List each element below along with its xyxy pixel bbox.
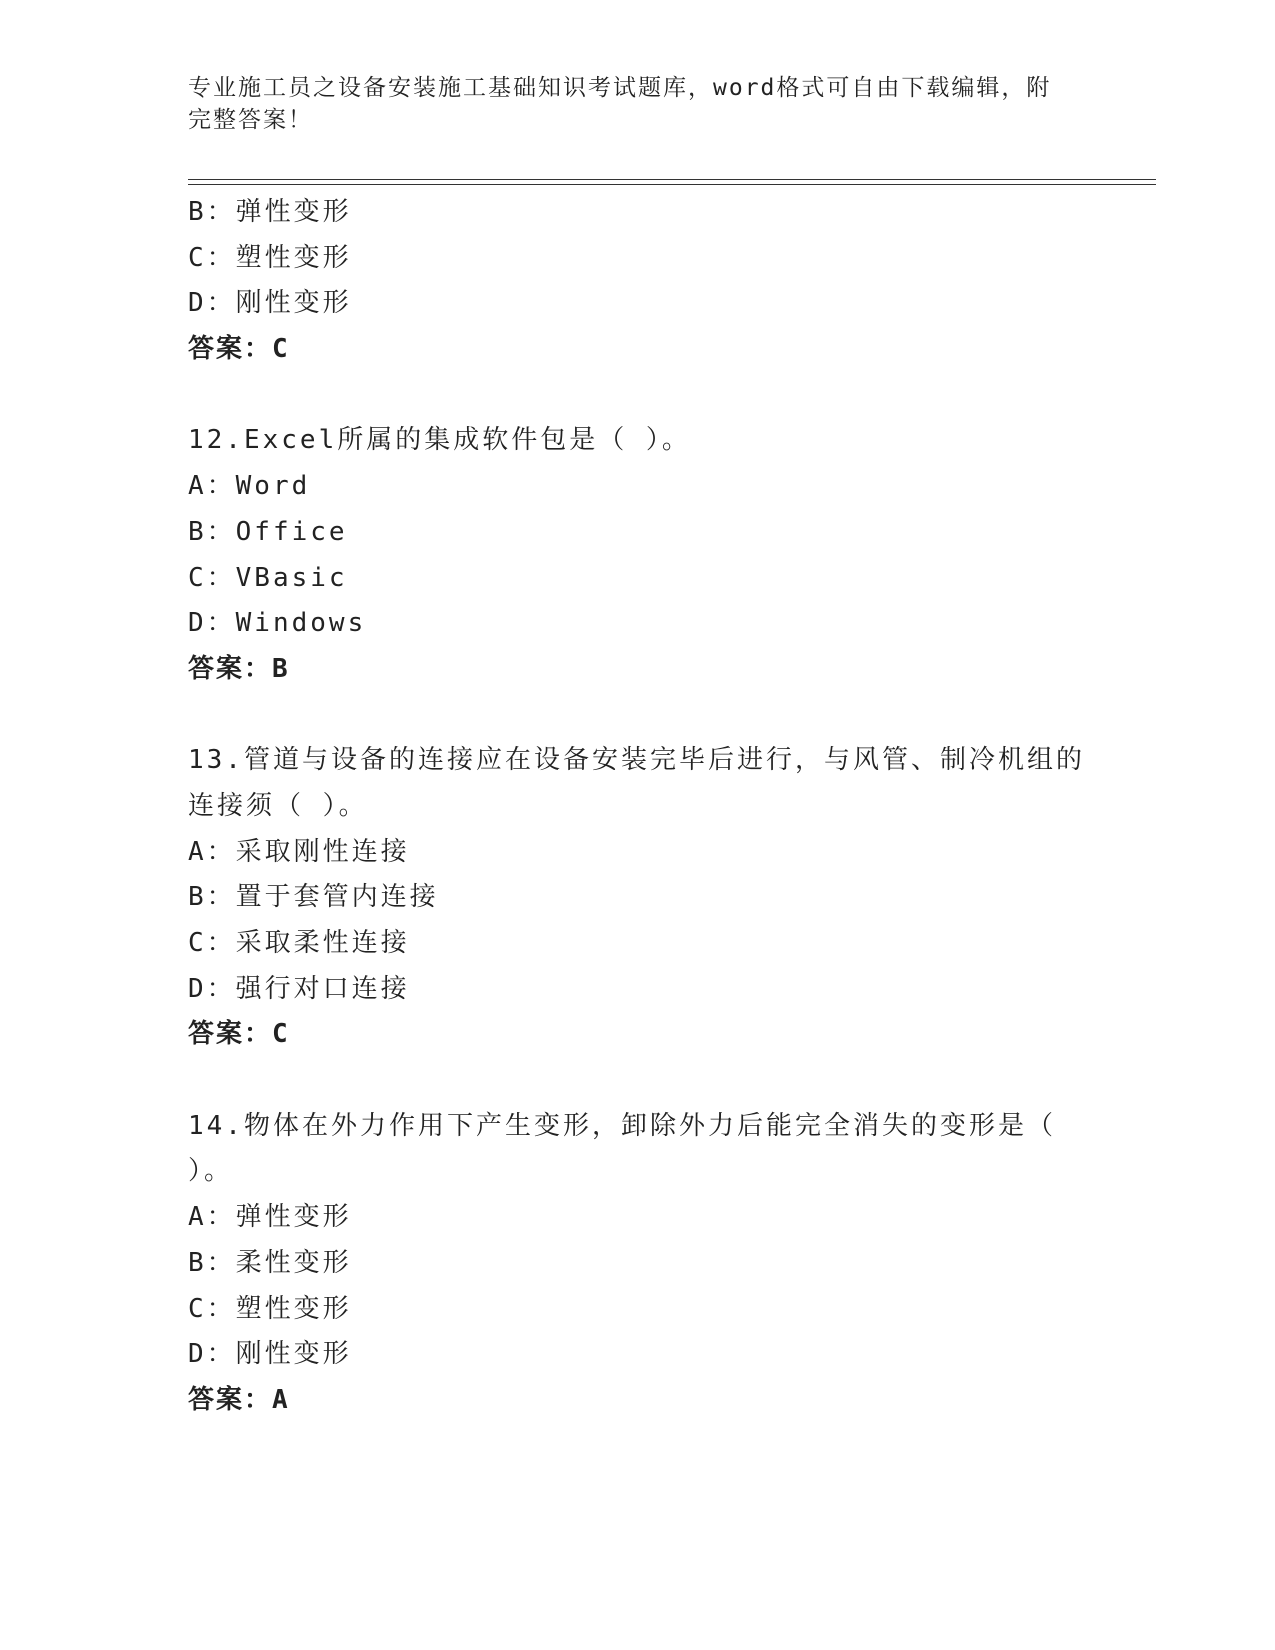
option-c: C：采取柔性连接 bbox=[188, 928, 410, 958]
option-a: A：弹性变形 bbox=[188, 1202, 352, 1233]
header-divider-top bbox=[188, 179, 1156, 180]
answer-line: 答案：B bbox=[188, 653, 290, 684]
option-b: B：置于套管内连接 bbox=[188, 882, 439, 913]
question-list bbox=[188, 190, 1088, 1424]
question-text-line-1: 13.管道与设备的连接应在设备安装完毕后进行，与风管、制冷机组的 bbox=[188, 745, 1085, 776]
question-text-line-2: 连接须（ ）。 bbox=[188, 790, 368, 821]
document-header: 专业施工员之设备安装施工基础知识考试题库，word格式可自由下载编辑，附完整答案！ bbox=[188, 75, 1052, 133]
question-11-continued bbox=[188, 190, 1088, 373]
spacer bbox=[188, 373, 1088, 419]
option-d: D：强行对口连接 bbox=[188, 973, 410, 1004]
spacer bbox=[188, 693, 1088, 739]
option-d: D：刚性变形 bbox=[188, 1339, 352, 1370]
answer-line: 答案：C bbox=[188, 334, 290, 365]
option-d: D：Windows bbox=[188, 608, 367, 639]
option-b: B：弹性变形 bbox=[188, 197, 352, 227]
option-b: B：Office bbox=[188, 516, 348, 547]
option-a: A：采取刚性连接 bbox=[188, 836, 410, 867]
option-d: D：刚性变形 bbox=[188, 288, 352, 319]
answer-line: 答案：C bbox=[188, 1019, 290, 1050]
question-14 bbox=[188, 1104, 1088, 1424]
option-c: C：VBasic bbox=[188, 562, 348, 593]
question-12 bbox=[188, 418, 1088, 692]
option-b: B：柔性变形 bbox=[188, 1247, 352, 1278]
spacer bbox=[188, 1058, 1088, 1104]
answer-line: 答案：A bbox=[188, 1384, 290, 1415]
question-text-line-2: ）。 bbox=[188, 1156, 234, 1187]
option-c: C：塑性变形 bbox=[188, 1293, 352, 1324]
question-13 bbox=[188, 738, 1088, 1058]
header-divider-bottom bbox=[188, 184, 1156, 185]
question-text-line-1: 14.物体在外力作用下产生变形，卸除外力后能完全消失的变形是（ bbox=[188, 1110, 1056, 1141]
option-a: A：Word bbox=[188, 471, 311, 502]
option-c: C：塑性变形 bbox=[188, 242, 352, 273]
question-text: 12.Excel所属的集成软件包是（ ）。 bbox=[188, 425, 691, 456]
